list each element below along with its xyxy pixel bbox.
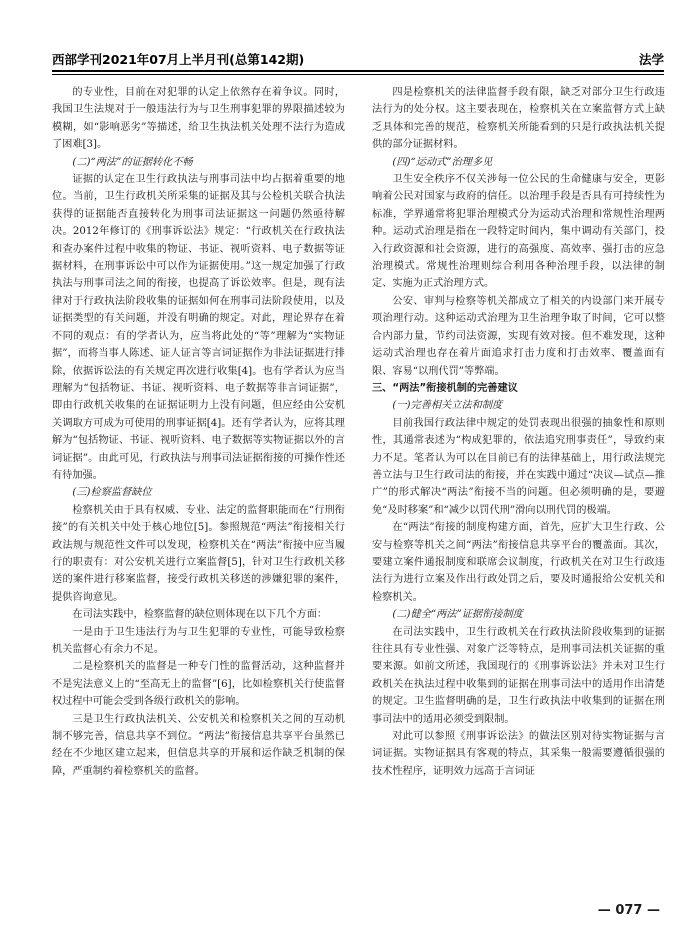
paragraph: 二是检察机关的监督是一种专门性的监督活动，这种监督并不是宪法意义上的“至高无上的监督”[6]，比如检察机关行使监督权过程中可能会受到各级行政机关的影响。	[52, 661, 345, 708]
subsection-heading: (二)“两法”的证据转化不畅	[72, 156, 193, 168]
page-header	[52, 46, 664, 68]
page-number: — 077 —	[597, 903, 660, 918]
paragraph: 证据的认定在卫生行政执法与刑事司法中均占据着重要的地位。当前，卫生行政机关所采集的证据及其与公检机关联合执法获得的证据能否直接转化为刑事司法证据这一问题仍然亟待解决。2012年修订的《刑事诉讼法》规定：“行政机关在行政执法和查办案件过程中收集的物证、书证、视听资料、电子数据等证据材料，在刑事诉讼中可以作为证据使用。”这一规定加强了行政执法与刑事司法之间的衔接，也提高了诉讼效率。但是，现有法律对于行政执法阶段收集的证据如何在刑事司法阶段使用，以及证据类型的有关问题，并没有明确的规定。对此，理论界存在着不同的观点：有的学者认为，应当将此处的“等”理解为“实物证据”，而将当事人陈述、证人证言等言词证据作为非法证据进行排除，依据诉讼法的有关规定再次进行收集[4]。也有学者认为应当理解为“包括物证、书证、视听资料、电子数据等非言词证据”，即由行政机关收集的在证据证明力上没有问题，但应经由公安机关调取方可成为可使用的刑事证据[4]。还有学者认为，应将其理解为“包括物证、书证、视听资料、电子数据等实物证据以外的言词证据”。由此可见，行政执法与刑事司法证据衔接的可操作性还有待加强。	[52, 174, 345, 481]
subsection-heading: (二)健全“两法”证据衔接制度	[392, 609, 523, 621]
subsection-heading: (一)完善相关立法和制度	[392, 400, 503, 412]
subsection-heading: (三)检察监督缺位	[72, 487, 152, 499]
right-column	[372, 84, 665, 780]
section-name: 法学	[638, 52, 664, 67]
paragraph: 在司法实践中，检察监督的缺位则体现在以下几个方面：	[72, 609, 328, 621]
paragraph: 检察机关由于具有权威、专业、法定的监督职能而在“行刑衔接”的有关机关中处于核心地位[5]。参照规范“两法”衔接相关行政法规与规范性文件可以发现，检察机关在“两法”衔接中应当履行的职责有：对公安机关进行立案监督[5]，针对卫生行政机关移送的案件进行移案监督，接受行政机关移送的涉嫌犯罪的案件，提供咨询意见。	[52, 504, 345, 603]
paragraph: 目前我国行政法律中规定的处罚表现出很强的抽象性和原则性，其通常表述为“构成犯罪的，依法追究刑事责任”，导致约束力不足。笔者认为可以在目前已有的法律基础上，用行政法规完善立法与卫生行政司法的衔接，并在实践中通过“决议—试点—推广”的形式解决“两法”衔接不当的问题。但必须明确的是，要避免“及时移案”和“减少以罚代刑”滑向以刑代罚的极端。	[372, 417, 665, 516]
section-heading: 三、“两法”衔接机制的完善建议	[372, 382, 518, 394]
paragraph: 对此可以参照《刑事诉讼法》的做法区别对待实物证据与言词证据。实物证据具有客观的特点，其采集一般需要遵循很强的技术性程序，证明效力远高于言词证	[372, 731, 665, 777]
paragraph: 一是由于卫生违法行为与卫生犯罪的专业性，可能导致检察机关监督心有余力不足。	[52, 626, 345, 655]
paragraph: 在司法实践中，卫生行政机关在行政执法阶段收集到的证据往往具有专业性强、对象广泛等特点，是刑事司法机关证据的重要来源。如前文所述，我国现行的《刑事诉讼法》并未对卫生行政机关在执法过程中收集到的证据在刑事司法中的适用作出清楚的规定。卫生监督明确的是，卫生行政执法中收集到的证据在刑事司法中的适用必须受到限制。	[372, 626, 665, 725]
paragraph: 卫生安全秩序不仅关涉每一位公民的生命健康与安全，更影响着公民对国家与政府的信任。以治理手段是否具有可持续性为标准，学界通常将犯罪治理模式分为运动式治理和常规性治理两种。运动式治理是指在一段特定时间内，集中调动有关部门，投入行政资源和社会资源，进行的高强度、高效率、强打击的应急治理模式。常规性治理则综合利用各种治理手段，以法律的制定、实施为正式治理方式。	[372, 174, 665, 290]
paragraph: 公安、审判与检察等机关都成立了相关的内设部门来开展专项治理行动。这种运动式治理为卫生治理争取了时间，它可以整合内部力量，节约司法资源，实现有效对接。但不难发现，这种运动式治理也存在着片面追求打击力度和打击效率、覆盖面有限、容易“以刑代罚”等弊端。	[372, 295, 665, 377]
journal-title: 西部学刊2021年07月上半月刊(总第142期)	[52, 52, 305, 67]
left-column	[52, 84, 345, 780]
subsection-heading: (四)“运动式”治理多见	[392, 156, 493, 168]
paragraph: 在“两法”衔接的制度构建方面，首先，应扩大卫生行政、公安与检察等机关之间“两法”衔接信息共享平台的覆盖面。其次，要建立案件通报制度和联席会议制度，行政机关在对卫生行政违法行为进行立案及作出行政处罚之后，要及时通报给公安机关和检察机关。	[372, 522, 665, 603]
paragraph: 四是检察机关的法律监督手段有限，缺乏对部分卫生行政违法行为的处分权。这主要表现在，检察机关在立案监督方式上缺乏具体和完善的规范，检察机关所能看到的只是行政执法机关提供的部分证据材料。	[372, 87, 665, 151]
header-rule-thin	[52, 74, 664, 75]
header-rule-thick	[52, 70, 664, 72]
paragraph: 的专业性，目前在对犯罪的认定上依然存在着争议。同时，我国卫生法规对于一般违法行为与卫生刑事犯罪的界限描述较为模糊，如“影响恶劣”等描述，给卫生执法机关处理不法行为造成了困难[3]。	[52, 87, 345, 151]
paragraph: 三是卫生行政执法机关、公安机关和检察机关之间的互动机制不够完善，信息共享不到位。“两法”衔接信息共享平台虽然已经在不少地区建立起来，但信息共享的开展和运作缺乏机制的保障，严重制约着检察机关的监督。	[52, 713, 345, 777]
